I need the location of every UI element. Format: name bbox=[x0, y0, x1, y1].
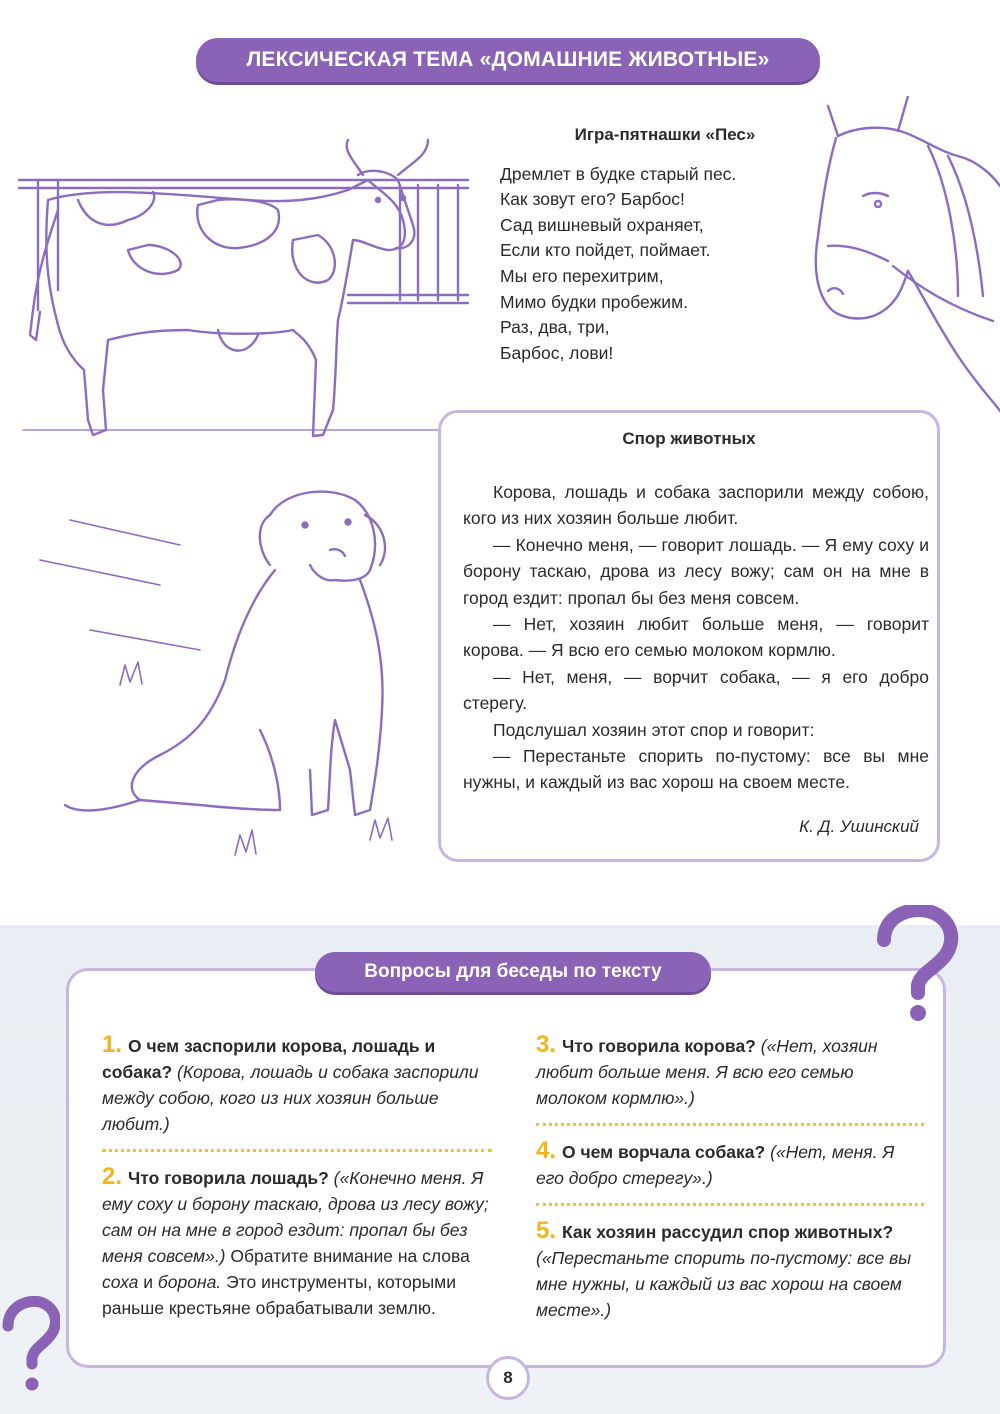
dotted-divider bbox=[536, 1123, 924, 1126]
poem-line: Раз, два, три, bbox=[500, 317, 610, 338]
question-text: О чем заспорили корова, лошадь и собака? bbox=[102, 1036, 436, 1082]
poem-line: Мы его перехитрим, bbox=[500, 265, 664, 286]
answer-text: («Конечно меня. Я ему соху и борону таскаю, дрова из лесу вожу; сам он на мне в город ездит: пропал бы без меня совсем».) bbox=[102, 1168, 489, 1266]
story-author: К. Д. Ушинский bbox=[799, 817, 919, 836]
poem-line: Барбос, лови! bbox=[500, 342, 614, 363]
question-item bbox=[102, 1032, 492, 1137]
cow-illustration bbox=[18, 130, 473, 470]
dotted-divider bbox=[536, 1203, 924, 1206]
question-number: 5. bbox=[536, 1217, 557, 1244]
story-paragraph: Корова, лошадь и собака заспорили между собою, кого из них хозяин больше любит. bbox=[463, 482, 929, 529]
story-paragraph: — Перестаньте спорить по-пустому: все вы мне нужны, и каждый из вас хорош на своем месте. bbox=[463, 746, 929, 793]
questions-right-column bbox=[536, 1032, 924, 1323]
horse-illustration bbox=[808, 96, 1000, 416]
question-number: 4. bbox=[536, 1137, 557, 1164]
question-number: 3. bbox=[536, 1031, 557, 1058]
question-item bbox=[536, 1138, 924, 1191]
story-paragraph: — Конечно меня, — говорит лошадь. — Я ему соху и борону таскаю, дрова из лесу вожу; сам он на мне в город ездит: пропал бы без меня совсем. bbox=[463, 534, 929, 608]
poem-line: Если кто пойдет, поймает. bbox=[500, 240, 711, 261]
story-box bbox=[438, 410, 940, 862]
note-word: соха bbox=[102, 1272, 139, 1292]
note-word: борона. bbox=[157, 1272, 222, 1292]
question-text: Как хозяин рассудил спор животных? bbox=[562, 1222, 894, 1242]
poem-line: Сад вишневый охраняет, bbox=[500, 214, 704, 235]
note-text: Обратите внимание на слова bbox=[230, 1246, 470, 1266]
question-number: 2. bbox=[102, 1163, 123, 1190]
poem-line: Мимо будки пробежим. bbox=[500, 291, 688, 312]
page-title: ЛЕКСИЧЕСКАЯ ТЕМА «ДОМАШНИЕ ЖИВОТНЫЕ» bbox=[196, 38, 820, 82]
answer-text: («Нет, хозяин любит больше меня. Я всю его семью молоком кормлю».) bbox=[536, 1036, 878, 1108]
question-item bbox=[102, 1164, 492, 1321]
poem-line: Дремлет в будке старый пес. bbox=[500, 163, 737, 184]
poem-title: Игра-пятнашки «Пес» bbox=[574, 125, 756, 144]
note-text: Это инструменты, которыми раньше крестьяне обрабатывали землю. bbox=[102, 1272, 456, 1318]
dog-illustration bbox=[30, 470, 440, 890]
poem bbox=[500, 122, 800, 366]
story-paragraph: — Нет, меня, — ворчит собака, — я его добро стерегу. bbox=[463, 666, 929, 714]
question-number: 1. bbox=[102, 1031, 123, 1058]
story-paragraph: — Нет, хозяин любит больше меня, — говорит корова. — Я всю его семью молоком кормлю. bbox=[463, 614, 929, 661]
story-paragraph: Подслушал хозяин этот спор и говорит: bbox=[493, 719, 815, 740]
question-mark-icon bbox=[866, 905, 966, 1030]
page-number: 8 bbox=[486, 1356, 530, 1400]
questions-title: Вопросы для беседы по тексту bbox=[315, 952, 711, 992]
question-item bbox=[536, 1032, 924, 1111]
question-text: О чем ворчала собака? bbox=[562, 1142, 766, 1162]
note-text: и bbox=[143, 1272, 154, 1292]
answer-text: («Перестаньте спорить по-пустому: все вы мне нужны, и каждый из вас хорош на своем месте».) bbox=[536, 1248, 912, 1320]
question-mark-icon bbox=[0, 1296, 60, 1401]
dotted-divider bbox=[102, 1149, 492, 1152]
question-text: Что говорила лошадь? bbox=[128, 1168, 329, 1188]
story-title: Спор животных bbox=[622, 429, 756, 448]
questions-left-column bbox=[102, 1032, 492, 1321]
question-item bbox=[536, 1218, 924, 1323]
story-text bbox=[463, 479, 929, 796]
answer-text: («Нет, меня. Я его добро стерегу».) bbox=[536, 1142, 895, 1188]
question-text: Что говорила корова? bbox=[562, 1036, 756, 1056]
poem-line: Как зовут его? Барбос! bbox=[500, 189, 685, 210]
answer-text: (Корова, лошадь и собака заспорили между собою, кого из них хозяин больше любит.) bbox=[102, 1062, 479, 1134]
